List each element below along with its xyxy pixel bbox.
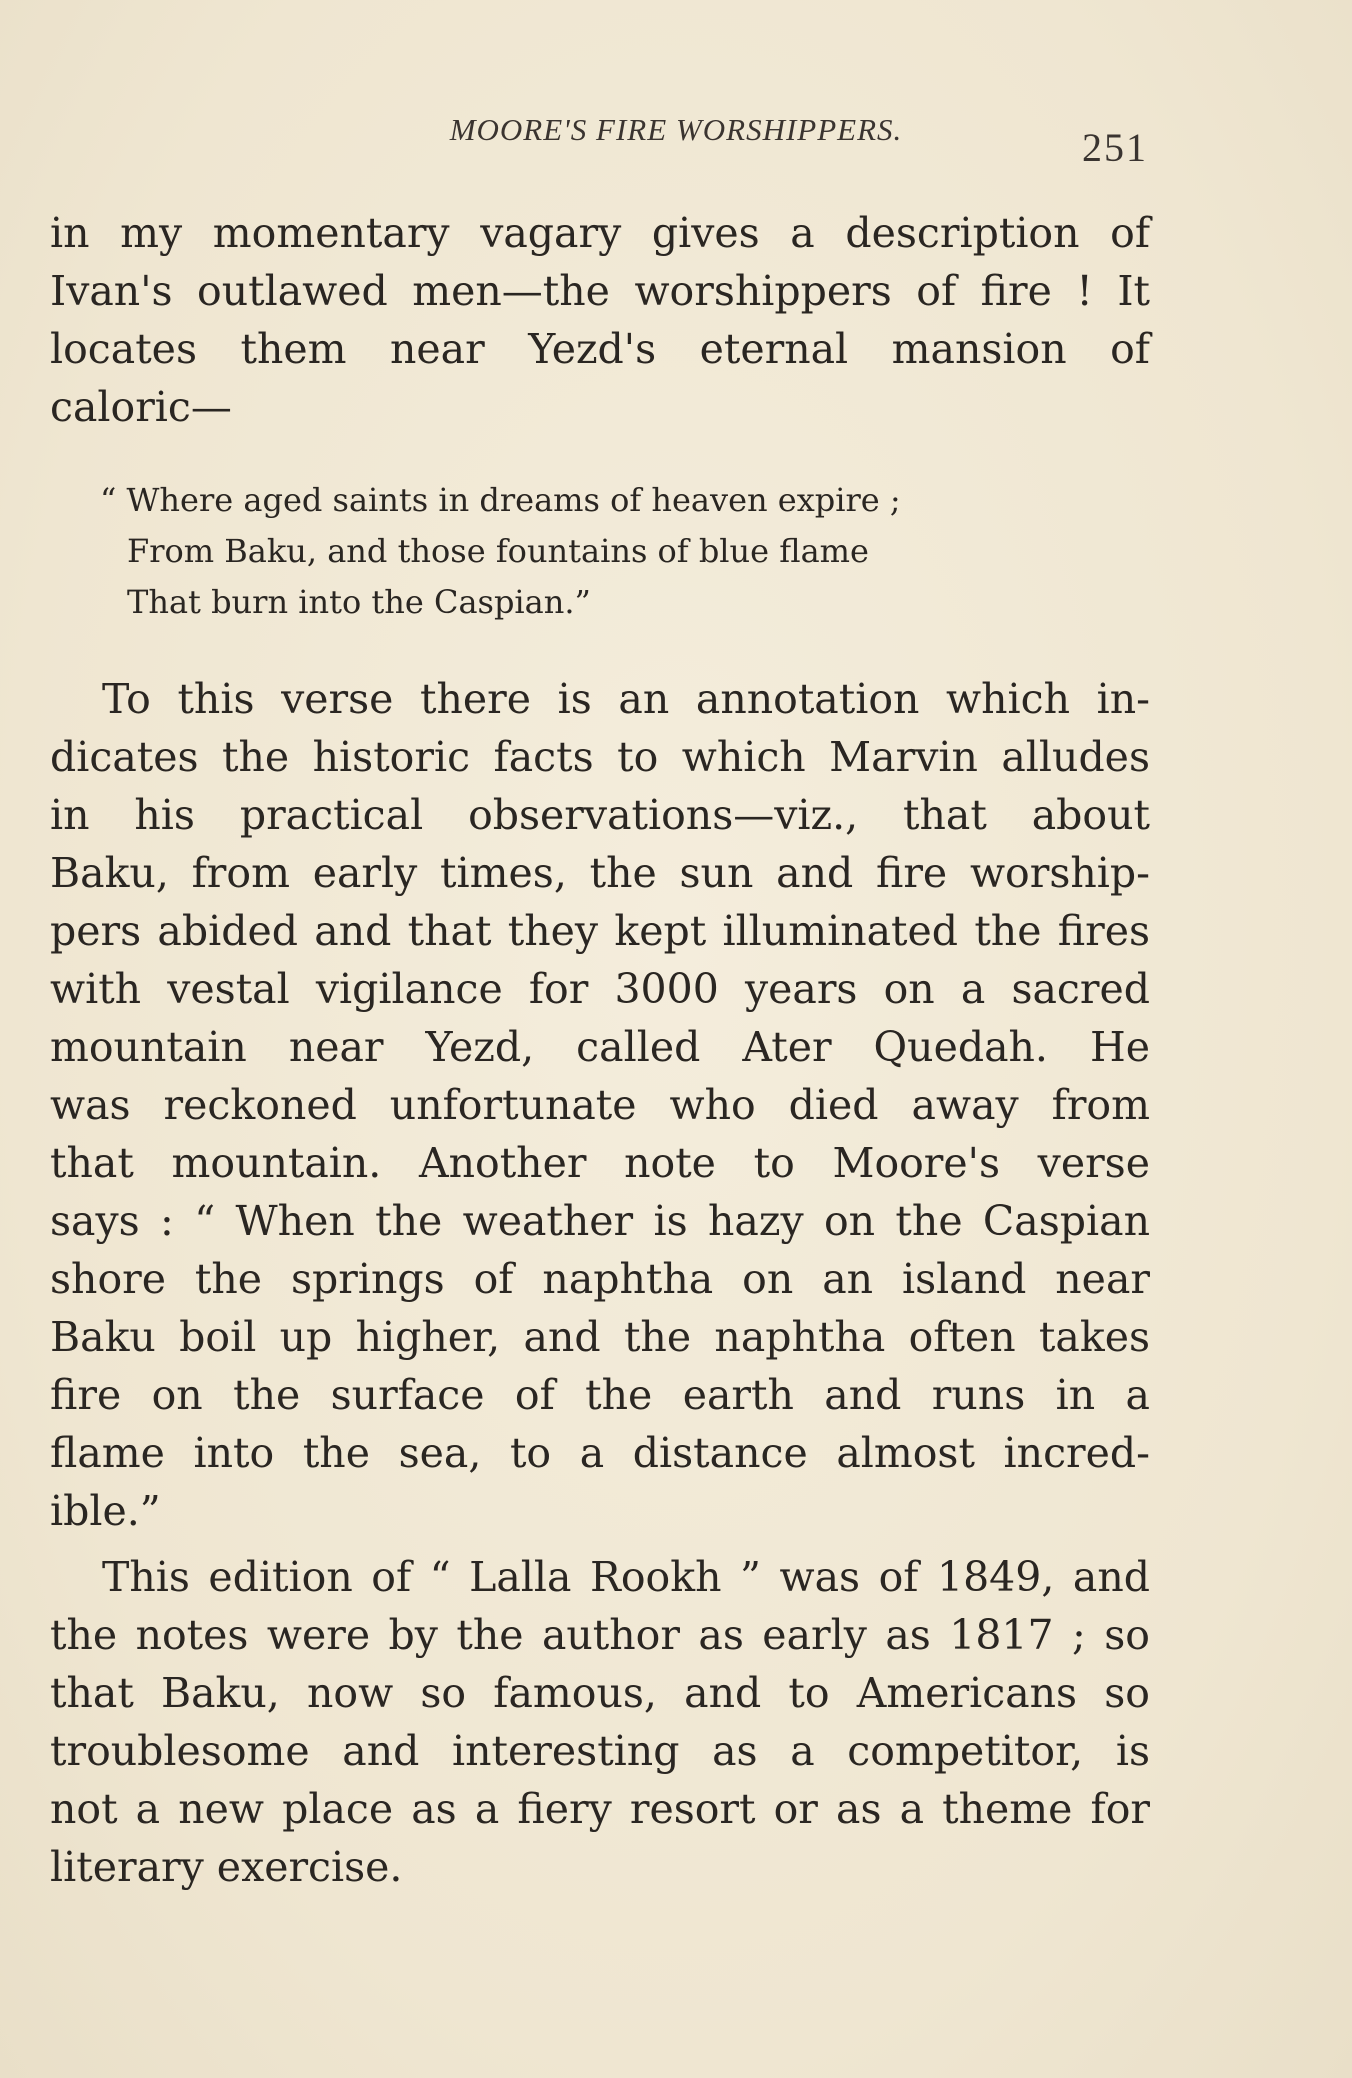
verse-line: From Baku, and those fountains of blue flame <box>127 532 869 570</box>
text-line: fire on the surface of the earth and runs in a <box>50 1371 1150 1419</box>
text-line: shore the springs of naphtha on an island near <box>50 1255 1150 1303</box>
text-line: mountain near Yezd, called Ater Quedah. He <box>50 1023 1150 1071</box>
text-line: was reckoned unfortunate who died away from <box>50 1081 1150 1129</box>
text-line: literary exercise. <box>50 1843 403 1891</box>
text-line: This edition of “ Lalla Rookh ” was of 1849, and <box>102 1553 1150 1601</box>
text-line: locates them near Yezd's eternal mansion of <box>50 325 1150 373</box>
paragraph-2 <box>50 670 1150 1540</box>
paragraph-1 <box>50 204 1150 436</box>
text-line: dicates the historic facts to which Marvin alludes <box>50 733 1150 781</box>
text-line: flame into the sea, to a distance almost incred- <box>50 1429 1150 1477</box>
text-line: caloric— <box>50 383 232 431</box>
running-title: MOORE'S FIRE WORSHIPPERS. <box>449 112 903 147</box>
text-line: with vestal vigilance for 3000 years on a sacred <box>50 965 1150 1013</box>
text-line: in my momentary vagary gives a description of <box>50 209 1150 257</box>
text-line: Ivan's outlawed men—the worshippers of fire ! It <box>50 267 1150 315</box>
text-line: To this verse there is an annotation which in- <box>102 675 1150 723</box>
text-line: Baku boil up higher, and the naphtha often takes <box>50 1313 1150 1361</box>
text-line: Baku, from early times, the sun and fire worship- <box>50 849 1150 897</box>
verse-quotation <box>100 475 901 628</box>
text-line: says : “ When the weather is hazy on the Caspian <box>50 1197 1150 1245</box>
text-line: in his practical observations—viz., that about <box>50 791 1150 839</box>
text-line: that Baku, now so famous, and to Americans so <box>50 1669 1150 1717</box>
verse-line: “ Where aged saints in dreams of heaven expire ; <box>100 481 901 519</box>
text-line: troublesome and interesting as a competitor, is <box>50 1727 1150 1775</box>
text-line: the notes were by the author as early as 1817 ; so <box>50 1611 1150 1659</box>
text-line: pers abided and that they kept illuminated the fires <box>50 907 1150 955</box>
verse-line: That burn into the Caspian.” <box>127 583 591 621</box>
page-number: 251 <box>1082 125 1148 170</box>
text-line: not a new place as a fiery resort or as a theme for <box>50 1785 1150 1833</box>
text-line: that mountain. Another note to Moore's verse <box>50 1139 1150 1187</box>
paragraph-3 <box>50 1548 1150 1896</box>
text-line: ible.” <box>50 1487 161 1535</box>
